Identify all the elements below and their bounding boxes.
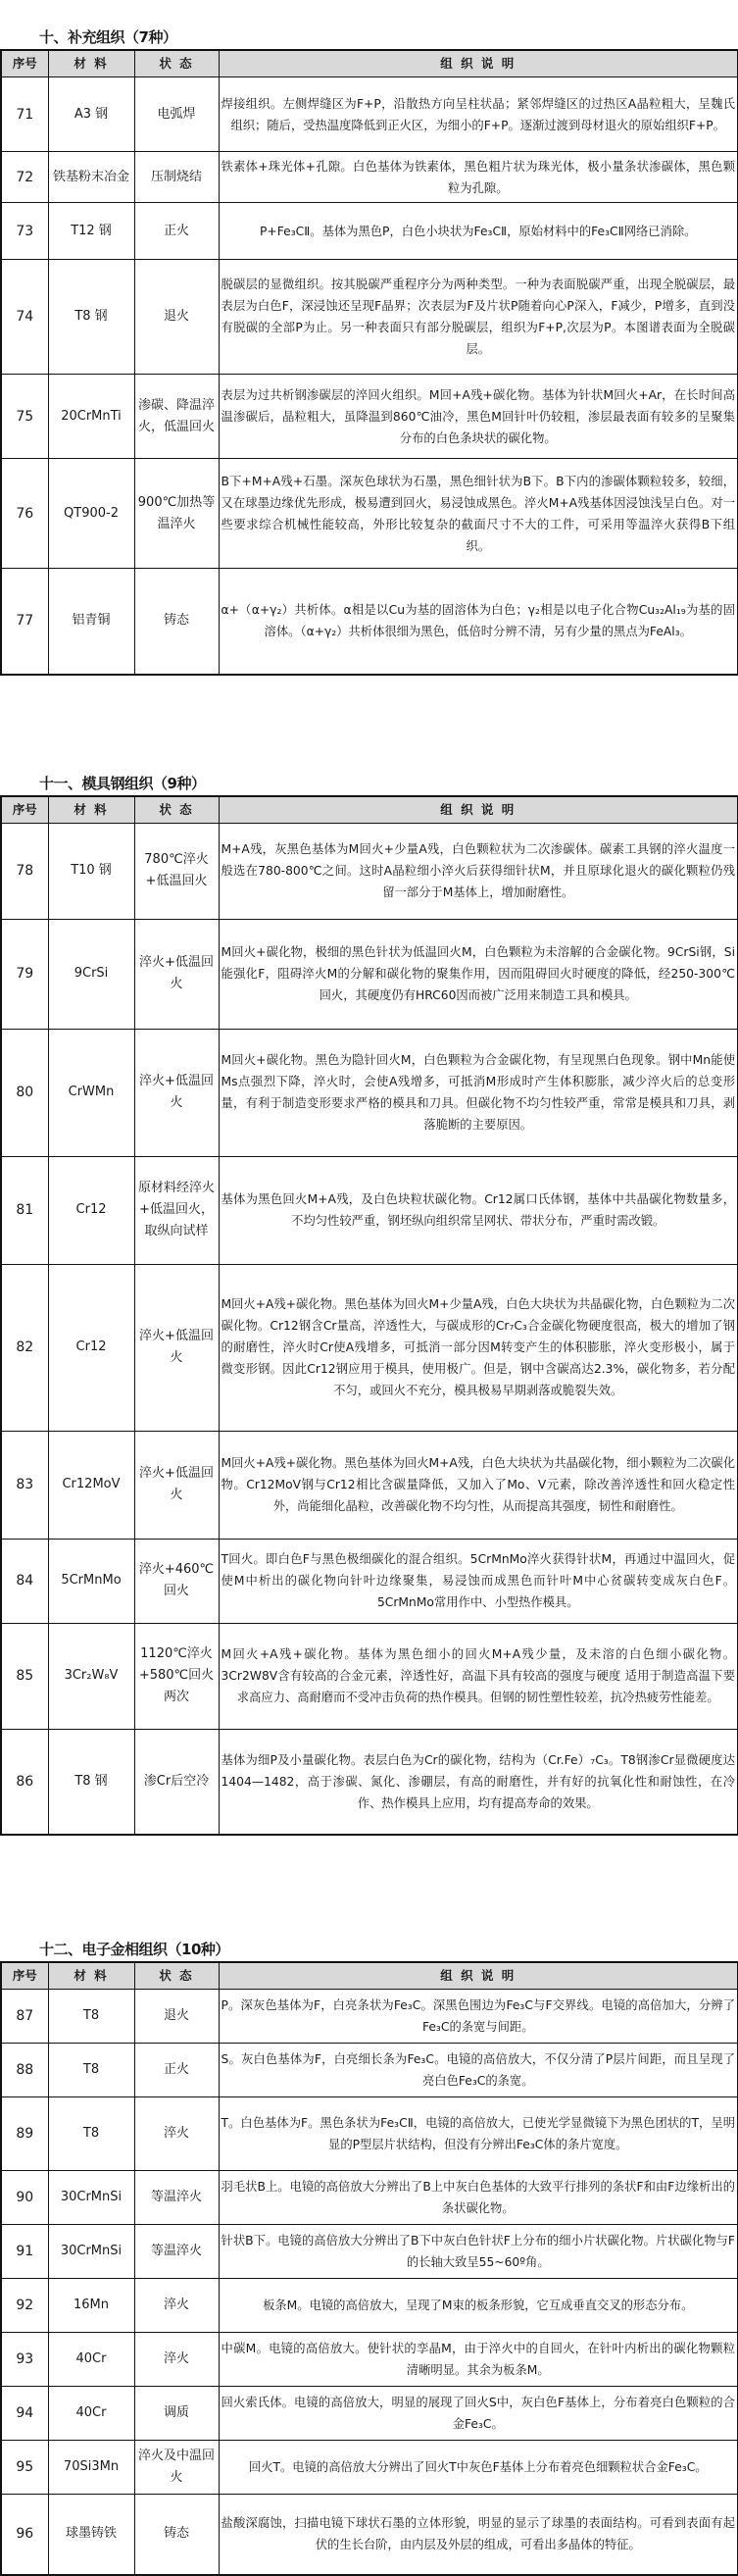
cell-material: T8	[48, 1990, 134, 2044]
table-row	[1, 1623, 738, 1729]
cell-description: S。灰白色基体为F，白亮细长条为Fe₃C。电镜的高倍放大，不仅分清了P层片间距，而且呈现了亮白色Fe₃C的条宽。	[219, 2044, 738, 2097]
cell-no: 75	[1, 375, 48, 459]
table-row	[1, 77, 738, 152]
cell-material: 铁基粉末冶金	[48, 152, 134, 203]
header-description: 组 织 说 明	[219, 1962, 738, 1990]
cell-material: 16Mn	[48, 2279, 134, 2333]
cell-state: 淬火	[134, 2097, 219, 2171]
header-state: 状 态	[134, 796, 219, 824]
cell-state: 正火	[134, 203, 219, 260]
cell-description: 基体为黑色回火M+A残，及白色块粒状碳化物。Cr12属口氏体钢，基体中共晶碳化物数量多，不均匀性较严重，钢坯纵向组织常呈网状、带状分布，严重时需改锻。	[219, 1156, 738, 1264]
cell-no: 92	[1, 2279, 48, 2333]
table-row	[1, 2044, 738, 2097]
header-state: 状 态	[134, 1962, 219, 1990]
table-row	[1, 2097, 738, 2171]
cell-state: 淬火	[134, 2333, 219, 2387]
cell-state: 淬火	[134, 2279, 219, 2333]
cell-state: 电弧焊	[134, 77, 219, 152]
cell-material: 40Cr	[48, 2333, 134, 2387]
table-row	[1, 823, 738, 919]
table-row	[1, 1990, 738, 2044]
cell-no: 81	[1, 1156, 48, 1264]
cell-description: P+Fe₃CⅡ。基体为黑色P，白色小块状为Fe₃CⅡ，原始材料中的Fe₃CⅡ网络已消除。	[219, 203, 738, 260]
cell-description: M回火+碳化物。黑色为隐针回火M，白色颗粒为合金碳化物，有呈现黑白色现象。钢中Mn能使Ms点强烈下降，淬火时，会使A残增多，可抵消M形成时产生体积膨胀，减少淬火后的总变形量，有利于制造变形要求严格的模具和刀具。但碳化物不均匀性较严重，常常是模具和刀具，剥落脆断的主要原因。	[219, 1029, 738, 1156]
cell-description: M+A残，灰黑色基体为M回火+少量A残，白色颗粒状为二次渗碳体。碳素工具钢的淬火温度一般选在780-800℃之间。这时A晶粒细小淬火后获得细针状M，并且原球化退火的碳化颗粒仍残留一部分于M基体上，增加耐磨性。	[219, 823, 738, 919]
cell-state: 渗碳、降温淬火，低温回火	[134, 375, 219, 459]
cell-no: 86	[1, 1729, 48, 1835]
cell-material: T8	[48, 2097, 134, 2171]
table-row	[1, 2495, 738, 2575]
cell-state: 退火	[134, 1990, 219, 2044]
cell-no: 91	[1, 2225, 48, 2279]
cell-no: 83	[1, 1431, 48, 1539]
table-header-row	[1, 796, 738, 824]
cell-material: T8 钢	[48, 1729, 134, 1835]
cell-material: A3 钢	[48, 77, 134, 152]
cell-state: 渗Cr后空冷	[134, 1729, 219, 1835]
cell-description: 基体为细P及小量碳化物。表层白色为Cr的碳化物，结构为（Cr.Fe）₇C₃。T8钢渗Cr显微硬度达1404—1482，高于渗碳、氮化、渗硼层，有高的耐磨性，并有好的抗氧化性和耐蚀性，在冷作、热作模具上应用，均有提高寿命的效果。	[219, 1729, 738, 1835]
cell-description: 回火T。电镜的高倍放大分辨出了回火T中灰色F基体上分布着亮色细颗粒状合金Fe₃C。	[219, 2441, 738, 2495]
section-electron-metallography	[0, 1938, 738, 2576]
table-row	[1, 203, 738, 260]
cell-material: 30CrMnSi	[48, 2171, 134, 2225]
cell-description: 脱碳层的显微组织。按其脱碳严重程序分为两种类型。一种为表面脱碳严重，出现全脱碳层，最表层为白色F，深浸蚀还呈现F晶界；次表层为F及片状P随着向心P深入，F减少，P增多，直到没有脱碳的全部P为止。另一种表面只有部分脱碳层，组织为F+P,次层为P。本图谱表面为全脱碳层。	[219, 260, 738, 375]
structure-table	[0, 1961, 738, 2576]
cell-material: 20CrMnTi	[48, 375, 134, 459]
cell-material: 球墨铸铁	[48, 2495, 134, 2575]
cell-material: Cr12MoV	[48, 1431, 134, 1539]
header-description: 组 织 说 明	[219, 796, 738, 824]
header-state: 状 态	[134, 50, 219, 77]
cell-description: 铁素体+珠光体+孔隙。白色基体为铁素体，黑色粗片状为珠光体，极小量条状渗碳体，黑色颗粒为孔隙。	[219, 152, 738, 203]
cell-description: 表层为过共析钢渗碳层的淬回火组织。M回+A残+碳化物。基体为针状M回火+Ar，在长时间高温渗碳后，晶粒粗大，虽降温到860℃油冷，黑色M回针叶仍较粗，渗层最表面有较多的呈聚集分布的白色条块状的碳化物。	[219, 375, 738, 459]
structure-table	[0, 49, 738, 676]
table-row	[1, 1264, 738, 1431]
cell-material: T8 钢	[48, 260, 134, 375]
table-row	[1, 459, 738, 569]
table-row	[1, 919, 738, 1029]
cell-state: 调质	[134, 2387, 219, 2441]
table-row	[1, 375, 738, 459]
header-description: 组 织 说 明	[219, 50, 738, 77]
cell-no: 85	[1, 1623, 48, 1729]
cell-material: 40Cr	[48, 2387, 134, 2441]
cell-material: T8	[48, 2044, 134, 2097]
section-title: 十一、模具钢组织（9种）	[39, 774, 206, 792]
cell-material: Cr12	[48, 1264, 134, 1431]
cell-state: 淬火+低温回火	[134, 1431, 219, 1539]
table-row	[1, 2441, 738, 2495]
cell-no: 96	[1, 2495, 48, 2575]
structure-table	[0, 795, 738, 1837]
table-row	[1, 2333, 738, 2387]
cell-description: M回火+碳化物，极细的黑色针状为低温回火M，白色颗粒为未溶解的合金碳化物。9CrSi钢，Si能强化F，阻碍淬火M的分解和碳化物的聚集作用，因而阻碍回火时硬度的降低，经250-300℃回火，其硬度仍有HRC60因而被广泛用来制造工具和模具。	[219, 919, 738, 1029]
cell-no: 89	[1, 2097, 48, 2171]
cell-description: P。深灰色基体为F，白亮条状为Fe₃C。深黑色围边为Fe₃C与F交界线。电镜的高倍加大，分辨了Fe₃C的条宽与间距。	[219, 1990, 738, 2044]
cell-no: 76	[1, 459, 48, 569]
table-row	[1, 1431, 738, 1539]
cell-state: 780℃淬火+低温回火	[134, 823, 219, 919]
cell-material: T10 钢	[48, 823, 134, 919]
header-no: 序号	[1, 796, 48, 824]
cell-material: Cr12	[48, 1156, 134, 1264]
header-no: 序号	[1, 1962, 48, 1990]
cell-state: 正火	[134, 2044, 219, 2097]
cell-state: 压制烧结	[134, 152, 219, 203]
cell-description: B下+M+A残+石墨。深灰色球状为石墨，黑色细针状为B下。B下内的渗碳体颗粒较多，较细，又在球墨边缘优先形成，极易遭到回火，易浸蚀成黑色。淬火M+A残基体因浸蚀浅呈白色。对一些要求综合机械性能较高，外形比较复杂的截面尺寸不大的工件，可采用等温淬火获得B下组织。	[219, 459, 738, 569]
cell-description: 羽毛状B上。电镜的高倍放大分辨出了B上中灰白色基体的大致平行排列的条状F和由F边缘析出的条状碳化物。	[219, 2171, 738, 2225]
cell-description: 盐酸深腐蚀，扫描电镜下球状石墨的立体形貌，明显的显示了球墨的表面结构。可看到表面有起伏的生长台阶，由内层及外层的组成，可看出多晶体的特征。	[219, 2495, 738, 2575]
cell-no: 84	[1, 1539, 48, 1623]
cell-no: 95	[1, 2441, 48, 2495]
cell-no: 71	[1, 77, 48, 152]
cell-state: 淬火+低温回火	[134, 919, 219, 1029]
cell-no: 87	[1, 1990, 48, 2044]
cell-state: 退火	[134, 260, 219, 375]
cell-description: 回火索氏体。电镜的高倍放大，明显的展现了回火S中，灰白色F基体上，分布着亮白色颗粒的合金Fe₃C。	[219, 2387, 738, 2441]
cell-no: 93	[1, 2333, 48, 2387]
cell-material: 70Si3Mn	[48, 2441, 134, 2495]
cell-no: 82	[1, 1264, 48, 1431]
cell-material: CrWMn	[48, 1029, 134, 1156]
cell-description: α+（α+γ₂）共析体。α相是以Cu为基的固溶体为白色；γ₂相是以电子化合物Cu₃₂Al₁₉为基的固溶体。（α+γ₂）共析体很细为黑色，低倍时分辨不清，另有少量的黑点为FeAl₃。	[219, 569, 738, 675]
cell-state: 等温淬火	[134, 2171, 219, 2225]
header-material: 材 料	[48, 796, 134, 824]
cell-state: 铸态	[134, 569, 219, 675]
cell-no: 72	[1, 152, 48, 203]
table-header-row	[1, 1962, 738, 1990]
cell-no: 78	[1, 823, 48, 919]
table-header-row	[1, 50, 738, 77]
cell-no: 79	[1, 919, 48, 1029]
section-die-steel	[0, 772, 738, 1837]
table-row	[1, 2387, 738, 2441]
cell-state: 铸态	[134, 2495, 219, 2575]
cell-description: 中碳M。电镜的高倍放大。使针状的孪晶M，由于淬火中的自回火，在针叶内析出的碳化物颗粒清晰明显。其余为板条M。	[219, 2333, 738, 2387]
header-no: 序号	[1, 50, 48, 77]
cell-description: T。白色基体为F。黑色条状为Fe₃CⅡ，电镜的高倍放大，已使光学显微镜下为黑色团状的T，呈明显的P型层片状结构，但没有分辨出Fe₃C体的条片宽度。	[219, 2097, 738, 2171]
cell-description: 针状B下。电镜的高倍放大分辨出了B下中灰白色针状F上分布的细小片状碳化物。片状碳化物与F的长轴大致呈55~60º角。	[219, 2225, 738, 2279]
table-row	[1, 1539, 738, 1623]
cell-state: 淬火及中温回火	[134, 2441, 219, 2495]
table-row	[1, 2279, 738, 2333]
cell-no: 80	[1, 1029, 48, 1156]
cell-no: 94	[1, 2387, 48, 2441]
cell-material: 铝青铜	[48, 569, 134, 675]
cell-material: T12 钢	[48, 203, 134, 260]
cell-description: M回火+A残+碳化物。黑色基体为回火M+少量A残，白色大块状为共晶碳化物，白色颗粒为二次碳化物。Cr12钢含Cr量高，淬透性大，与碳成形的Cr₇C₃合金碳化物硬度很高，极大的增加了钢的耐磨性，淬火时Cr使A残增多，可抵消一部分因M转变产生的体积膨胀，淬火变形极小，属于微变形钢。因此Cr12钢应用于模具，使用极广。但是，钢中含碳高达2.3%，碳化物多，若分配不匀，或回火不充分，模具极易早期剥落或脆裂失效。	[219, 1264, 738, 1431]
cell-material: QT900-2	[48, 459, 134, 569]
table-row	[1, 1029, 738, 1156]
cell-description: 板条M。电镜的高倍放大，呈现了M束的板条形貌，它互成垂直交叉的形态分布。	[219, 2279, 738, 2333]
cell-no: 90	[1, 2171, 48, 2225]
cell-description: 焊接组织。左侧焊缝区为F+P，沿散热方向呈柱状晶；紧邻焊缝区的过热区A晶粒粗大，呈魏氏组织；随后，受热温度降低到正火区，为细小的F+P。逐渐过渡到母材退火的原始组织F+P。	[219, 77, 738, 152]
table-row	[1, 1156, 738, 1264]
section-supplementary	[0, 25, 738, 676]
table-row	[1, 152, 738, 203]
cell-no: 88	[1, 2044, 48, 2097]
table-row	[1, 2225, 738, 2279]
section-title: 十、补充组织（7种）	[39, 28, 177, 46]
cell-no: 77	[1, 569, 48, 675]
table-row	[1, 2171, 738, 2225]
cell-state: 900℃加热等温淬火	[134, 459, 219, 569]
cell-material: 3Cr₂W₈V	[48, 1623, 134, 1729]
cell-no: 74	[1, 260, 48, 375]
cell-description: T回火。即白色F与黑色极细碳化的混合组织。5CrMnMo淬火获得针状M，再通过中温回火，促使M中析出的碳化物向针叶边缘聚集，易浸蚀而成黑色而针叶M中心贫碳转变成灰白色F。5CrMnMo常用作中、小型热作模具。	[219, 1539, 738, 1623]
cell-state: 淬火+低温回火	[134, 1029, 219, 1156]
cell-material: 9CrSi	[48, 919, 134, 1029]
header-material: 材 料	[48, 50, 134, 77]
cell-state: 淬火+460℃回火	[134, 1539, 219, 1623]
header-material: 材 料	[48, 1962, 134, 1990]
table-row	[1, 260, 738, 375]
cell-state: 原材料经淬火+低温回火，取纵向试样	[134, 1156, 219, 1264]
cell-no: 73	[1, 203, 48, 260]
table-row	[1, 1729, 738, 1835]
cell-state: 1120℃淬火+580℃回火两次	[134, 1623, 219, 1729]
section-title: 十二、电子金相组织（10种）	[39, 1941, 229, 1958]
cell-description: M回火+A残+碳化物。基体为黑色细小的回火M+A残少量，及未溶的白色细小碳化物。3Cr2W8V含有较高的合金元素，淬透性好，高温下具有较高的强度与硬度 适用于制造高温下要求高应力、高耐磨而不受冲击负荷的热作模具。但钢的韧性塑性较差，抗冷热疲劳性能差。	[219, 1623, 738, 1729]
table-row	[1, 569, 738, 675]
cell-description: M回火+A残+碳化物。黑色基体为回火M+A残，白色大块状为共晶碳化物，细小颗粒为二次碳化物。Cr12MoV钢与Cr12相比含碳量降低，又加入了Mo、V元素，除改善淬透性和回火稳定性外，尚能细化晶粒，改善碳化物不均匀性，从而提高其强度，韧性和耐磨性。	[219, 1431, 738, 1539]
cell-material: 30CrMnSi	[48, 2225, 134, 2279]
cell-state: 等温淬火	[134, 2225, 219, 2279]
cell-state: 淬火+低温回火	[134, 1264, 219, 1431]
cell-material: 5CrMnMo	[48, 1539, 134, 1623]
